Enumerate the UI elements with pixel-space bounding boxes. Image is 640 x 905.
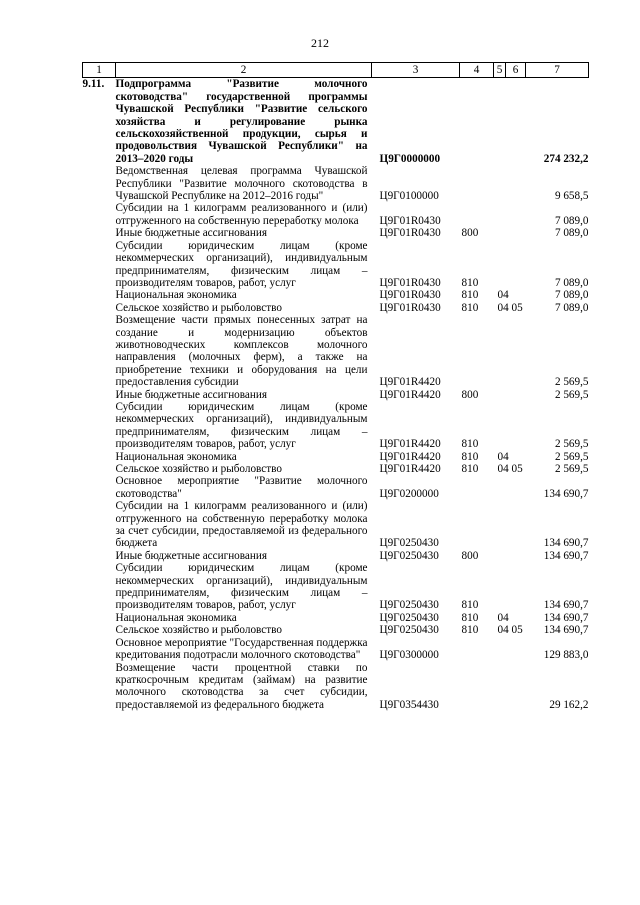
row-section: 04 05: [497, 463, 523, 475]
table-row: [83, 302, 589, 314]
row-amount: 134 690,7: [543, 549, 589, 562]
row-number: [83, 463, 116, 475]
row-amount: 29 162,2: [549, 698, 589, 711]
row-section: [494, 550, 526, 562]
row-code: Ц9Г01R0430: [379, 227, 441, 240]
column-header: 2: [116, 63, 372, 78]
row-section: [494, 165, 526, 202]
row-expense-type: [460, 314, 494, 388]
table-row: [83, 624, 589, 636]
row-expense-type: 810: [461, 599, 479, 612]
row-name: Национальная экономика: [115, 450, 237, 463]
row-name: Национальная экономика: [115, 289, 237, 302]
row-expense-type: [460, 475, 494, 500]
row-name: Возмещение части процентной ставки по краткосрочным кредитам (займам) на развитие молочного скотоводства за счет субсидии, предоставляемой из федерального бюджета: [115, 661, 368, 711]
row-number: [83, 302, 116, 314]
row-expense-type: [460, 165, 494, 202]
budget-table-container: [82, 62, 588, 711]
row-expense-type: 800: [461, 549, 479, 562]
row-code: Ц9Г01R4420: [379, 376, 441, 389]
row-name: Основное мероприятие "Развитие молочного скотоводства": [115, 475, 368, 500]
row-code: Ц9Г0200000: [379, 487, 439, 500]
row-section: 04: [497, 289, 509, 302]
row-name: Субсидии юридическим лицам (кроме некоммерческих организаций), индивидуальным предпринимателям, физическим лицам – производителям товаров, работ, услуг: [115, 239, 368, 289]
row-section: [494, 227, 526, 239]
row-amount: 2 569,5: [554, 438, 589, 451]
row-code: Ц9Г01R4420: [379, 450, 441, 463]
row-number: [83, 240, 116, 290]
column-header: 7: [526, 63, 589, 78]
row-section: 04 05: [497, 624, 523, 637]
row-number: [83, 451, 116, 463]
row-number: [83, 202, 116, 227]
row-name: Сельское хозяйство и рыболовство: [115, 301, 282, 314]
row-amount: 134 690,7: [543, 624, 589, 637]
row-number: [83, 165, 116, 202]
table-header: [83, 63, 589, 78]
table-row: [83, 165, 589, 202]
row-code: Ц9Г01R0430: [379, 301, 441, 314]
row-expense-type: 810: [461, 301, 479, 314]
row-section: 04 05: [497, 301, 523, 314]
row-code: Ц9Г0250430: [379, 537, 439, 550]
row-number: [83, 389, 116, 401]
table-row: [83, 550, 589, 562]
row-number: [83, 612, 116, 624]
table-row: [83, 451, 589, 463]
row-section: [494, 314, 526, 388]
table-row: [83, 562, 589, 612]
table-row: [83, 662, 589, 712]
row-name: Сельское хозяйство и рыболовство: [115, 463, 282, 475]
row-code: Ц9Г01R0430: [379, 214, 441, 227]
row-section: [494, 78, 526, 165]
table-row: [83, 227, 589, 239]
column-header: 6: [506, 63, 526, 78]
table-row: [83, 401, 589, 451]
row-number: [83, 401, 116, 451]
row-name: Иные бюджетные ассигнования: [115, 227, 267, 240]
table-row: [83, 240, 589, 290]
row-amount: 134 690,7: [543, 487, 589, 500]
row-amount: 7 089,0: [554, 214, 589, 227]
row-code: Ц9Г0250430: [379, 599, 439, 612]
row-expense-type: 810: [461, 289, 479, 302]
row-amount: 129 883,0: [543, 649, 589, 662]
row-number: [83, 562, 116, 612]
row-code: Ц9Г01R0430: [379, 289, 441, 302]
row-expense-type: 810: [461, 624, 479, 637]
row-expense-type: 810: [461, 463, 479, 475]
column-header: 3: [372, 63, 460, 78]
row-amount: 2 569,5: [554, 376, 589, 389]
row-amount: 7 089,0: [554, 227, 589, 240]
row-name: Субсидии юридическим лицам (кроме некоммерческих организаций), индивидуальным предпринимателям, физическим лицам – производителям товаров, работ, услуг: [115, 400, 368, 451]
row-name: Субсидии юридическим лицам (кроме некоммерческих организаций), индивидуальным предпринимателям, физическим лицам – производителям товаров, работ, услуг: [115, 562, 368, 612]
row-name: Ведомственная целевая программа Чувашской Республики "Развитие молочного скотоводства в Чувашской Республике на 2012–2016 годы": [115, 165, 368, 203]
row-name: Сельское хозяйство и рыболовство: [115, 624, 282, 637]
row-code: Ц9Г0100000: [379, 190, 439, 203]
row-amount: 134 690,7: [543, 611, 589, 624]
row-expense-type: 810: [461, 438, 479, 451]
row-code: Ц9Г0250430: [379, 611, 439, 624]
row-amount: 274 232,2: [543, 152, 589, 165]
row-section: [494, 637, 526, 662]
row-section: [494, 475, 526, 500]
budget-table: [82, 62, 589, 711]
column-header: 4: [460, 63, 494, 78]
row-number: [83, 624, 116, 636]
row-section: [494, 662, 526, 712]
row-code: Ц9Г0250430: [379, 549, 439, 562]
row-name: Иные бюджетные ассигнования: [115, 388, 267, 401]
page-number: 212: [311, 36, 329, 50]
row-code: Ц9Г0354430: [379, 698, 439, 711]
row-number: [83, 637, 116, 662]
row-expense-type: 810: [461, 450, 479, 463]
row-code: Ц9Г0300000: [379, 649, 439, 662]
row-number: [83, 289, 116, 301]
row-number: [83, 550, 116, 562]
row-name: Субсидии на 1 килограмм реализованного и (или) отгруженного на собственную переработку молока за счет субсидии, предоставляемой из федерального бюджета: [115, 500, 368, 550]
row-section: [494, 401, 526, 451]
column-header: 1: [83, 63, 116, 78]
row-name: Национальная экономика: [115, 611, 237, 624]
table-row: [83, 500, 589, 550]
table-row: [83, 289, 589, 301]
row-amount: 134 690,7: [543, 537, 589, 550]
row-number: 9.11.: [82, 78, 105, 91]
row-section: [494, 202, 526, 227]
row-code: Ц9Г0000000: [379, 152, 441, 165]
row-code: Ц9Г0250430: [379, 624, 439, 637]
table-row: [83, 637, 589, 662]
row-expense-type: [460, 637, 494, 662]
row-section: [494, 389, 526, 401]
row-section: [494, 500, 526, 550]
row-name: Иные бюджетные ассигнования: [115, 549, 267, 562]
row-name: Возмещение части прямых понесенных затрат на создание и модернизацию объектов животноводческих комплексов молочного направления (молочных ферм), а также на приобретение техники и оборудования на цели предоставления субсидии: [115, 314, 368, 389]
row-amount: 7 089,0: [554, 289, 589, 302]
row-expense-type: [460, 202, 494, 227]
row-expense-type: 800: [461, 227, 479, 240]
row-name: Подпрограмма "Развитие молочного скотоводства" государственной программы Чувашской Республики "Развитие сельского хозяйства и регулирование рынка сельскохозяйственной продукции, сырья и продовольствия Чувашской Республики" на 2013–2020 годы: [115, 78, 368, 165]
table-row: [83, 314, 589, 388]
table-row: [83, 475, 589, 500]
row-expense-type: 800: [461, 388, 479, 401]
row-amount: 9 658,5: [554, 190, 589, 203]
row-expense-type: 810: [461, 276, 479, 289]
row-number: [83, 314, 116, 388]
row-section: 04: [497, 450, 509, 463]
row-amount: 2 569,5: [554, 463, 589, 475]
row-expense-type: [460, 500, 494, 550]
row-expense-type: [460, 662, 494, 712]
row-number: [83, 475, 116, 500]
row-number: [83, 662, 116, 712]
row-section: [494, 240, 526, 290]
row-expense-type: 810: [461, 611, 479, 624]
row-amount: 7 089,0: [554, 301, 589, 314]
row-number: [83, 500, 116, 550]
row-amount: 7 089,0: [554, 276, 589, 289]
row-section: 04: [497, 611, 509, 624]
table-row: [83, 202, 589, 227]
table-body: [83, 78, 589, 711]
table-row: [83, 612, 589, 624]
row-name: Субсидии на 1 килограмм реализованного и (или) отгруженного на собственную переработку молока: [115, 202, 368, 227]
row-number: [83, 227, 116, 239]
column-header: 5: [494, 63, 506, 78]
row-section: [494, 562, 526, 612]
row-code: Ц9Г01R4420: [379, 463, 441, 475]
row-amount: 2 569,5: [554, 388, 589, 401]
row-expense-type: [460, 78, 494, 165]
table-row: [83, 463, 589, 475]
table-row: [83, 389, 589, 401]
row-amount: 2 569,5: [554, 450, 589, 463]
table-row: [83, 78, 589, 165]
row-name: Основное мероприятие "Государственная поддержка кредитования подотрасли молочного скотоводства": [115, 636, 368, 662]
header-row: [83, 63, 589, 78]
row-code: Ц9Г01R0430: [379, 276, 441, 289]
row-amount: 134 690,7: [543, 599, 589, 612]
row-code: Ц9Г01R4420: [379, 388, 441, 401]
row-code: Ц9Г01R4420: [379, 438, 441, 451]
